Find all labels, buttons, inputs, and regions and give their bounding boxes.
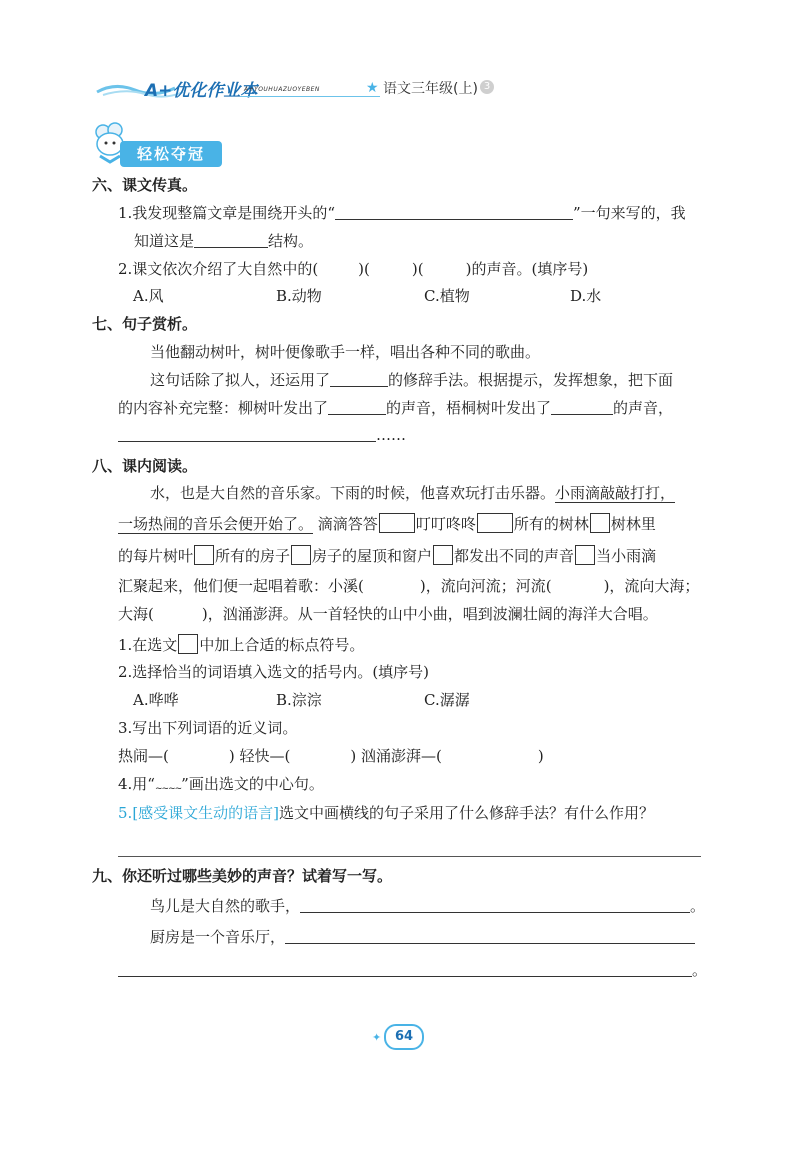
s8-para-line3 [118,545,656,566]
s8-q5-line [118,803,654,823]
s8-p4-a: 汇聚起来，他们便一起唱着歌：小溪( [118,577,364,595]
s7-blank-rhetoric[interactable] [330,371,388,387]
s8-p5-b: )，汹涌澎湃。从一首轻快的山中小曲，唱到波澜壮阔的海洋大合唱。 [201,605,658,623]
s8-para-line1 [150,483,675,503]
s8-p2-b: 叮叮咚咚 [415,515,476,533]
s8-para-line2 [118,513,656,534]
s7-l3-end: …… [376,426,406,444]
s6-opt-c: C.植物 [424,287,470,305]
s7-l2-c: 的声音， [613,399,674,417]
punct-box[interactable] [291,545,311,565]
s8-q3-end: ) [537,747,544,765]
s8-p3-b: 所有的房子 [215,547,291,565]
section9-title: 九、你还听过哪些美妙的声音？试着写一写。 [92,867,393,885]
s8-p2-a: 滴滴答答 [317,515,378,533]
punct-box[interactable] [477,513,513,533]
s9-l1-text: 鸟儿是大自然的歌手， [150,897,301,915]
s6-q2-text: 2.课文依次介绍了大自然中的( [118,260,319,278]
s8-q1-b: 中加上合适的标点符号。 [199,636,365,654]
s8-q3-w3: ) 汹涌澎湃—( [350,747,442,765]
s9-line2 [150,927,695,947]
s8-p2-underlined: 一场热闹的音乐会便开始了。 [118,515,314,533]
s9-line3 [118,960,707,980]
s6-q1-line2 [134,231,313,251]
s6-q1-text-d: 结构。 [268,232,314,250]
punct-box[interactable] [590,513,610,533]
s6-q1-blank-structure[interactable] [194,232,268,248]
s7-blank-parasol[interactable] [551,399,613,415]
s8-p3-e: 当小雨滴 [596,547,657,565]
header-star-icon: ★ [366,80,379,96]
header-brand: A+优化作业本 [145,81,258,101]
s7-sentence: 当他翻动树叶，树叶便像歌手一样，唱出各种不同的歌曲。 [150,343,541,361]
s6-opt-d: D.水 [570,287,602,305]
s8-q2: 2.选择恰当的词语填入选文的括号内。(填序号) [118,663,430,681]
header-grade: 语文三年级(上) [383,81,478,97]
s6-q2-end: )的声音。(填序号) [465,260,589,278]
s7-blank-willow[interactable] [328,399,386,415]
header-rule [240,96,380,97]
s9-l3-end: 。 [692,961,708,979]
s8-p3-a: 的每片树叶 [118,547,194,565]
section8-title: 八、课内阅读。 [92,457,198,475]
s6-q2-sep-1: )( [358,260,370,278]
page-number-star-icon: ✦ [372,1031,382,1044]
s6-q1-line1 [118,203,686,223]
s6-q1-text-a: 1.我发现整篇文章是围绕开头的“ [118,204,335,222]
s7-line2 [118,398,673,418]
s6-q1-blank-sentence[interactable] [335,204,573,220]
s8-q3-words [118,746,544,766]
s9-blank-bird[interactable] [300,897,690,913]
s8-para-line4 [118,576,699,596]
section7-title: 七、句子赏析。 [92,315,198,333]
s7-line1 [150,370,673,390]
s8-p1: 水，也是大自然的音乐家。下雨的时候，他喜欢玩打击乐器。 [150,484,556,502]
s7-l2-a: 的内容补充完整：柳树叶发出了 [118,399,329,417]
s8-q2-opt-a: A.哗哗 [133,691,179,709]
s8-q4-a: 4.用“ [118,775,155,793]
s8-p1-underlined: 小雨滴敲敲打打， [555,484,676,502]
s6-q2-line [118,259,588,279]
s8-p3-c: 房子的屋顶和窗户 [312,547,433,565]
s8-q1-line [118,634,364,655]
punct-box-sample [178,634,198,654]
s8-q5-text: 选文中画横线的句子采用了什么修辞手法？有什么作用？ [279,804,655,822]
s8-p5-a: 大海( [118,605,154,623]
s8-q5-num: 5. [118,804,133,822]
s8-p3-d: 都发出不同的声音 [454,547,575,565]
s8-q2-opt-b: B.淙淙 [276,691,322,709]
s9-l2-text: 厨房是一个音乐厅， [150,928,286,946]
header-volume-num: 3 [480,80,494,94]
s8-p4-b: )，流向河流；河流( [419,577,552,595]
s8-q3: 3.写出下列词语的近义词。 [118,719,298,737]
s7-blank-more[interactable] [118,426,376,442]
punct-box[interactable] [433,545,453,565]
header-brand-sub: A+YOUHUAZUOYEBEN [244,86,320,93]
s9-l1-end: 。 [690,897,706,915]
s8-q5-answer-line[interactable] [118,856,701,857]
s8-p2-d: 树林里 [610,515,656,533]
s8-q4-line [118,774,324,799]
s7-l1-b: 的修辞手法。根据提示，发挥想象，把下面 [388,371,674,389]
wavy-line-mark: ~~~~ [154,784,182,794]
s7-l2-b: 的声音，梧桐树叶发出了 [386,399,552,417]
s8-p2-c: 所有的树林 [513,515,589,533]
s8-q4-b: ”画出选文的中心句。 [181,775,324,793]
s6-q2-sep-2: )( [411,260,424,278]
s8-q1-a: 1.在选文 [118,636,178,654]
s7-l1-a: 这句话除了拟人，还运用了 [150,371,331,389]
section-badge: 轻松夺冠 [120,141,222,167]
s6-opt-b: B.动物 [276,287,322,305]
punct-box[interactable] [575,545,595,565]
s6-q1-text-b: ”一句来写的，我 [572,204,686,222]
page-number: 64 [384,1024,424,1050]
s7-line3 [118,425,406,445]
punct-box[interactable] [379,513,415,533]
s9-line1 [150,896,705,916]
s8-q3-w2: ) 轻快—( [228,747,291,765]
punct-box[interactable] [194,545,214,565]
s8-p4-c: )，流向大海； [603,577,700,595]
s8-q2-opt-c: C.潺潺 [424,691,470,709]
s6-q1-text-c: 知道这是 [134,232,195,250]
s8-q5-tag: [感受课文生动的语言] [132,804,280,822]
s9-blank-kitchen-cont[interactable] [118,961,692,977]
s6-opt-a: A.风 [133,287,164,305]
s9-blank-kitchen[interactable] [285,928,695,944]
s8-q3-w1: 热闹—( [118,747,169,765]
s8-para-line5 [118,604,658,624]
section6-title: 六、课文传真。 [92,176,198,194]
